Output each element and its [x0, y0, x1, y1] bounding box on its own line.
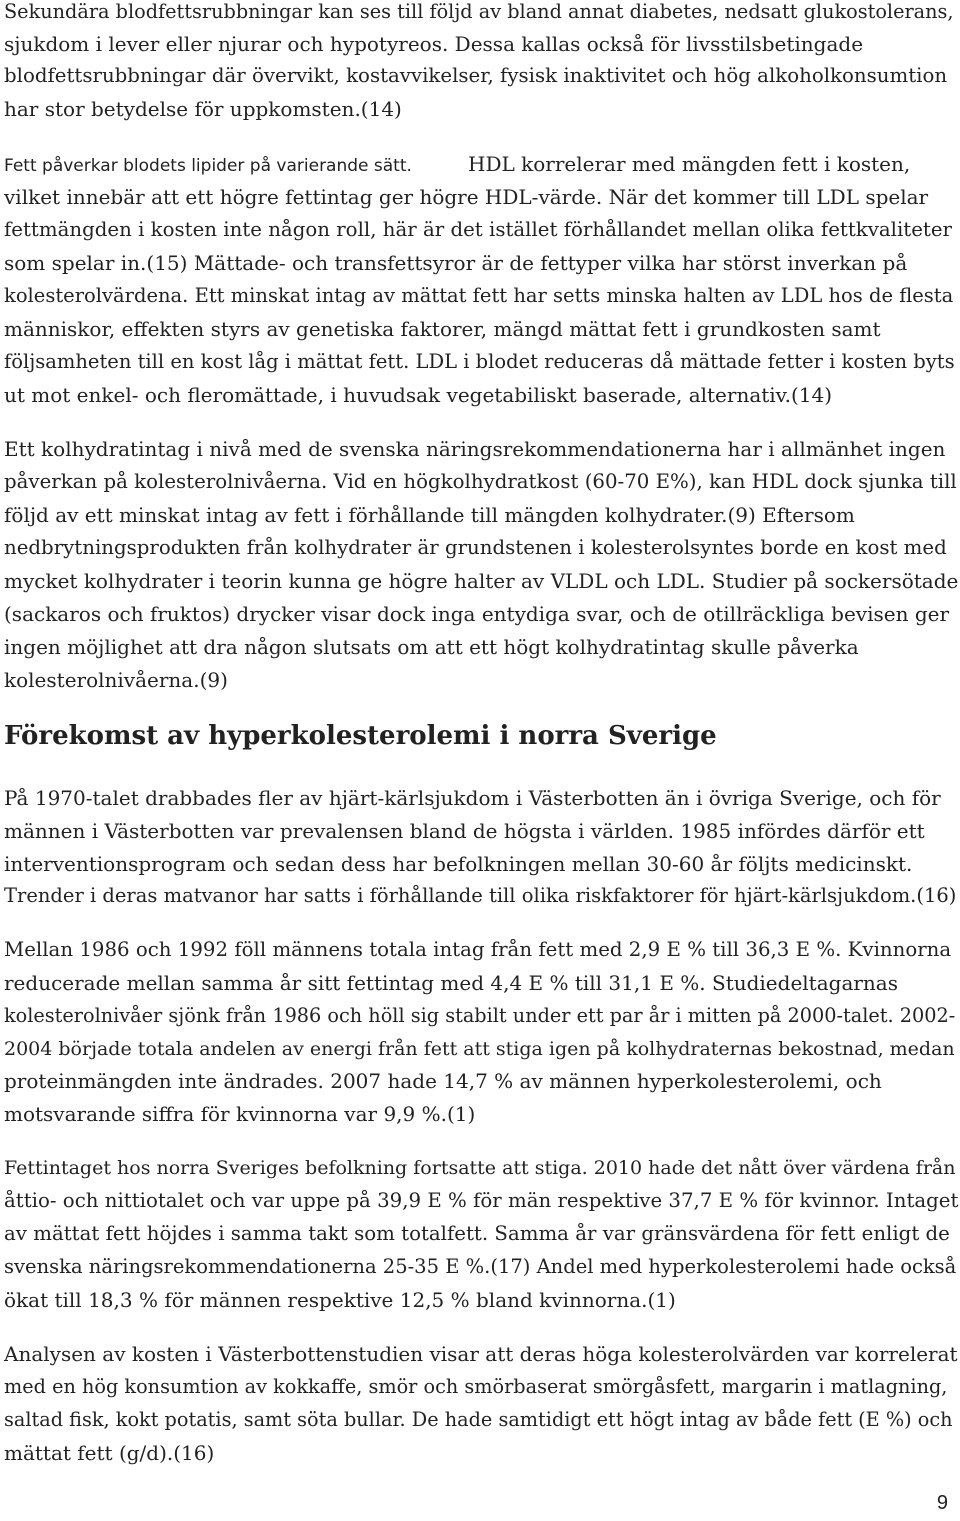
text-line: som spelar in.(15) Mättade- och transfettsyror är de fettyper vilka har störst inverkan på: [4, 251, 908, 275]
text-line: kolesterolnivåerna.(9): [4, 668, 228, 692]
text-line: mycket kolhydrater i teorin kunna ge högre halter av VLDL och LDL. Studier på sockersötade: [4, 569, 959, 593]
text-line: saltad fisk, kokt potatis, samt söta bullar. De hade samtidigt ett högt intag av både fett (E %) och: [4, 1408, 953, 1431]
text-line: av mättat fett höjdes i samma takt som totalfett. Samma år var gränsvärdena för fett enligt de: [4, 1222, 950, 1245]
text-line: Fettintaget hos norra Sveriges befolkning fortsatte att stiga. 2010 hade det nått över värdena från: [4, 1157, 956, 1179]
text-line: Trender i deras matvanor har satts i förhållande till olika riskfaktorer för hjärt-kärlsjukdom.(16): [4, 884, 957, 907]
text-line: blodfettsrubbningar där övervikt, kostavvikelser, fysisk inaktivitet och hög alkoholkonsumtion: [4, 64, 948, 87]
text-line: reducerade mellan samma år sitt fettintag med 4,4 E % till 31,1 E %. Studiedeltagarnas: [4, 971, 898, 995]
text-line: ökat till 18,3 % för männen respektive 12,5 % bland kvinnorna.(1): [4, 1288, 676, 1312]
text-line: vilket innebär att ett högre fettintag ger högre HDL-värde. När det kommer till LDL spelar: [4, 185, 929, 209]
text-line: svenska näringsrekommendationerna 25-35 E %.(17) Andel med hyperkolesterolemi hade också: [4, 1255, 957, 1278]
text-line: fettmängden i kosten inte någon roll, här är det istället förhållandet mellan olika fettkvaliteter: [4, 218, 952, 241]
text-line: På 1970-talet drabbades fler av hjärt-kärlsjukdom i Västerbotten än i övriga Sverige, och för: [4, 786, 941, 810]
text-line-sans: Fett påverkar blodets lipider på varierande sätt.: [4, 156, 412, 176]
text-line: männen i Västerbotten var prevalensen bland de högsta i världen. 1985 infördes därför ett: [4, 819, 925, 843]
text-line: Analysen av kosten i Västerbottenstudien visar att deras höga kolesterolvärden var korrelerat: [4, 1342, 958, 1366]
text-line: med en hög konsumtion av kokkaffe, smör och smörbaserat smörgåsfett, margarin i matlagning,: [4, 1375, 948, 1398]
section-heading: Förekomst av hyperkolesterolemi i norra Sverige: [4, 721, 717, 751]
text-line: motsvarande siffra för kvinnorna var 9,9 %.(1): [4, 1102, 476, 1126]
text-line: 2004 började totala andelen av energi från fett att stiga igen på kolhydraternas bekostnad, medan: [4, 1038, 955, 1060]
text-line: följsamheten till en kost låg i mättat fett. LDL i blodet reduceras då mättade fetter i kosten byts: [4, 350, 955, 373]
text-line: påverkan på kolesterolnivåerna. Vid en högkolhydratkost (60-70 E%), kan HDL dock sjunka till: [4, 470, 957, 493]
text-line: proteinmängden inte ändrades. 2007 hade 14,7 % av männen hyperkolesterolemi, och: [4, 1069, 882, 1093]
text-line: mättat fett (g/d).(16): [4, 1441, 215, 1465]
text-line: nedbrytningsprodukten från kolhydrater är grundstenen i kolesterolsyntes borde en kost med: [4, 536, 947, 559]
text-line: interventionsprogram och sedan dess har befolkningen mellan 30-60 år följts medicinskt.: [4, 852, 913, 876]
text-line: kolesterolnivåer sjönk från 1986 och höll sig stabilt under ett par år i mitten på 2000-talet. 2002-: [4, 1004, 956, 1027]
text-line: Mellan 1986 och 1992 föll männens totala intag från fett med 2,9 E % till 36,3 E %. Kvinnorna: [4, 938, 952, 961]
text-line: (sackaros och fruktos) drycker visar dock inga entydiga svar, och de otillräckliga bevisen ger: [4, 602, 950, 626]
text-line: sjukdom i lever eller njurar och hypotyreos. Dessa kallas också för livsstilsbetingade: [4, 32, 864, 56]
text-line: HDL korrelerar med mängden fett i kosten,: [468, 152, 911, 176]
text-line: Ett kolhydratintag i nivå med de svenska näringsrekommendationerna har i allmänhet ingen: [4, 437, 946, 461]
text-line: har stor betydelse för uppkomsten.(14): [4, 97, 402, 121]
text-line: åttio- och nittiotalet och var uppe på 39,9 E % för män respektive 37,7 E % för kvinnor. Intaget: [4, 1189, 959, 1212]
text-line: ut mot enkel- och fleromättade, i huvudsak vegetabiliskt baserade, alternativ.(14): [4, 383, 833, 407]
text-line: följd av ett minskat intag av fett i förhållande till mängden kolhydrater.(9) Eftersom: [4, 503, 855, 527]
text-line: ingen möjlighet att dra någon slutsats om att ett högt kolhydratintag skulle påverka: [4, 635, 859, 659]
page-number: 9: [936, 1492, 948, 1514]
text-line: människor, effekten styrs av genetiska faktorer, mängd mättat fett i grundkosten samt: [4, 317, 881, 341]
text-line: kolesterolvärdena. Ett minskat intag av mättat fett har setts minska halten av LDL hos de flesta: [4, 284, 954, 307]
text-line: Sekundära blodfettsrubbningar kan ses till följd av bland annat diabetes, nedsatt glukostolerans,: [4, 0, 954, 23]
